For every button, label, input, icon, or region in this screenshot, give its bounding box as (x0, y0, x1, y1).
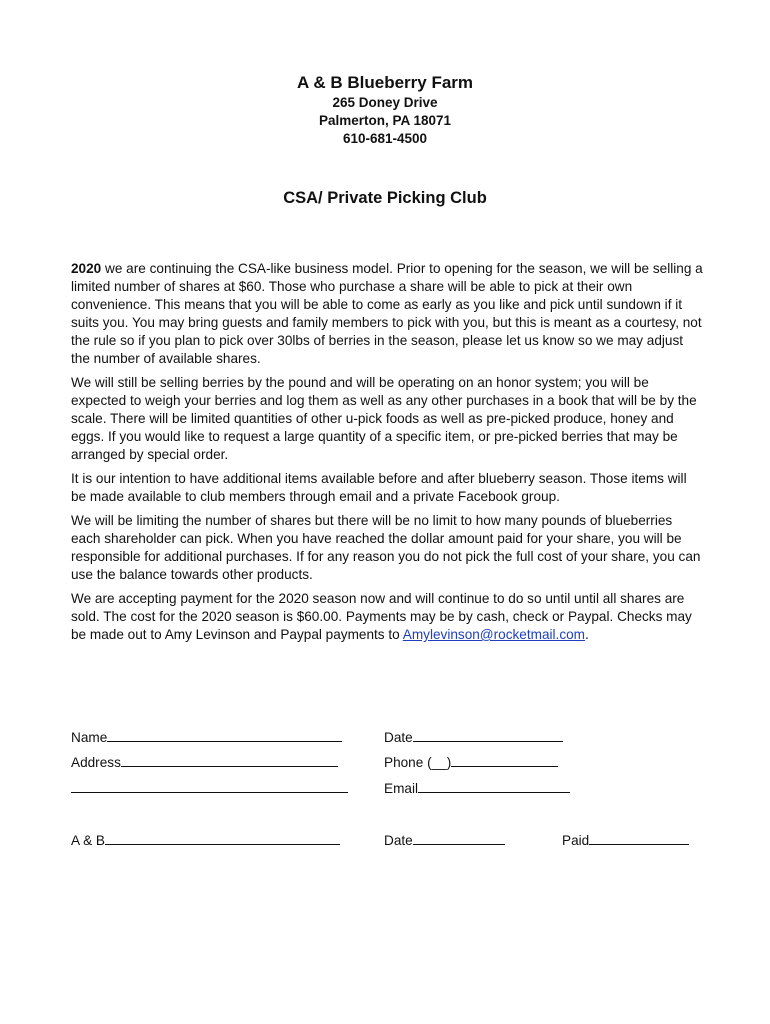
ab-signature-field[interactable] (71, 830, 340, 850)
year-bold: 2020 (71, 261, 102, 276)
page-title: CSA/ Private Picking Club (283, 189, 487, 207)
paragraph-5-text: We are accepting payment for the 2020 season now and will continue to do so until until all shares are sold. The cost for the 2020 season is $60.00. Payments may be by cash, check or Paypal. Checks may be made out to Amy Levinson and Paypal payments to (71, 591, 692, 642)
phone-number: 610-681-4500 (342, 131, 428, 146)
date-2-line[interactable] (413, 830, 505, 845)
address-line-2[interactable] (71, 778, 348, 793)
date-2-field[interactable] (384, 830, 505, 850)
paragraph-1 (71, 260, 703, 368)
paid-line[interactable] (589, 830, 689, 845)
name-line[interactable] (107, 727, 342, 742)
date-field[interactable] (384, 727, 563, 747)
ab-line[interactable] (105, 830, 340, 845)
email-label: Email (384, 781, 418, 796)
street-address: 265 Doney Drive (332, 95, 438, 110)
paragraph-4: We will be limiting the number of shares but there will be no limit to how many pounds of blueberries each shareholder can pick. When you have reached the dollar amount paid for your share, you will be responsible for additional purchases. If for any reason you do not pick the full cost of your share, you can use the balance towards other products. (71, 513, 701, 582)
name-field[interactable] (71, 727, 342, 747)
paragraph-5 (71, 590, 703, 644)
date-label: Date (384, 730, 413, 745)
paid-field[interactable] (562, 830, 689, 850)
farm-name: A & B Blueberry Farm (296, 73, 474, 92)
paragraph-5-end: . (585, 627, 589, 642)
address-label: Address (71, 755, 121, 770)
date-line[interactable] (413, 727, 563, 742)
phone-field[interactable] (384, 752, 558, 772)
city-state-zip: Palmerton, PA 18071 (318, 113, 452, 128)
body-text (71, 260, 703, 650)
date-2-label: Date (384, 833, 413, 848)
address-line[interactable] (121, 752, 338, 767)
paragraph-1-text: we are continuing the CSA-like business model. Prior to opening for the season, we will be selling a limited number of shares at $60. Those who purchase a share will be able to pick at their own convenience. This means that you will be able to come as early as you like and pick until sundown if it suits you. You may bring guests and family members to pick with you, but this is meant as a courtesy, not the rule so if you plan to pick over 30lbs of berries in the season, please let us know so we may adjust the number of available shares. (71, 261, 703, 366)
address-field[interactable] (71, 752, 338, 772)
paragraph-3: It is our intention to have additional items available before and after blueberry season. Those items will be made available to club members through email and a private Facebook group. (71, 471, 687, 504)
name-label: Name (71, 730, 108, 745)
ab-label: A & B (71, 833, 106, 848)
email-line[interactable] (418, 778, 570, 793)
phone-line[interactable] (451, 752, 558, 767)
email-link[interactable]: Amylevinson@rocketmail.com (402, 627, 586, 642)
paid-label: Paid (562, 833, 590, 848)
address-line-2-field[interactable] (71, 778, 348, 798)
phone-label: Phone (__) (384, 755, 452, 770)
email-field[interactable] (384, 778, 570, 798)
letterhead (0, 72, 770, 148)
paragraph-2: We will still be selling berries by the pound and will be operating on an honor system; you will be expected to weigh your berries and log them as well as any other purchases in a book that will be by the scale. There will be limited quantities of other u-pick foods as well as pre-picked produce, honey and eggs. If you would like to request a large quantity of a specific item, or pre-picked berries that may be arranged by special order. (71, 375, 697, 462)
